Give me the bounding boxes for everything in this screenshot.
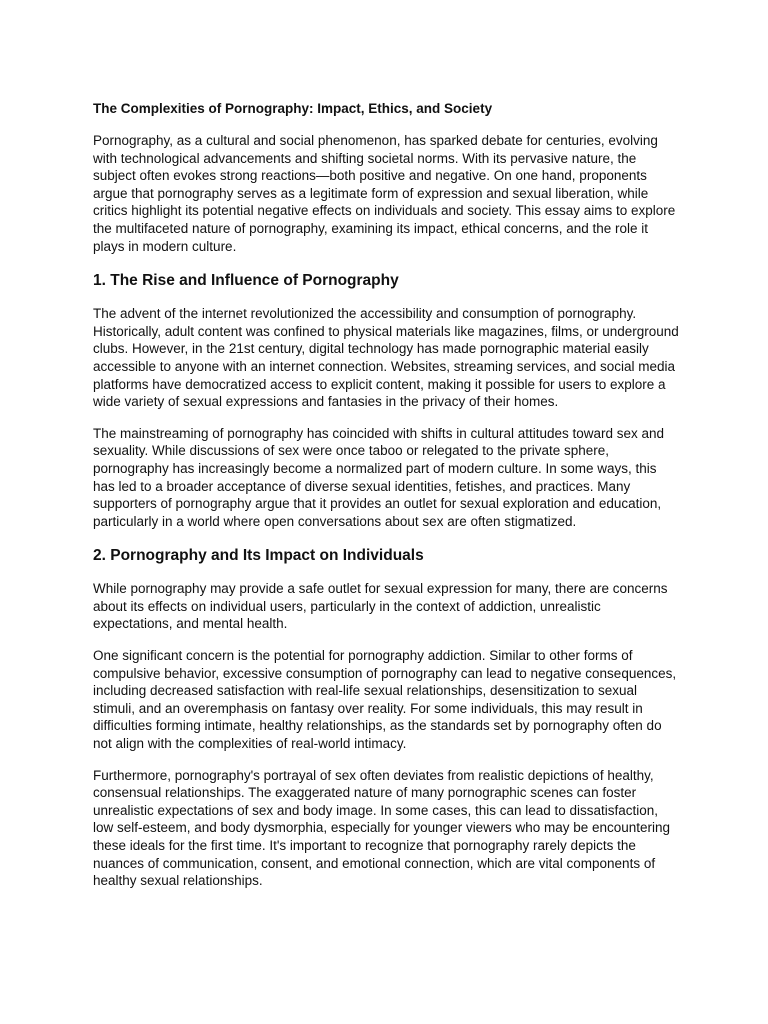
section-1-heading: 1. The Rise and Influence of Pornography: [93, 272, 399, 290]
section-2-paragraph-2: One significant concern is the potential for pornography addiction. Similar to other forms of compulsive behavior, excessive consumption of pornography can lead to negative consequences, including decreased satisfaction with real-life sexual relationships, desensitization to sexual stimuli, and an overemphasis on fantasy over reality. For some individuals, this may result in difficulties forming intimate, healthy relationships, as the standards set by pornography often do not align with the complexities of real-world intimacy.: [93, 648, 677, 752]
section-2-heading: 2. Pornography and Its Impact on Individuals: [93, 547, 424, 565]
document-title: The Complexities of Pornography: Impact, Ethics, and Society: [93, 101, 493, 116]
section-1-paragraph-1: The advent of the internet revolutionized the accessibility and consumption of pornography. Historically, adult content was confined to physical materials like magazines, films, or underground clubs. However, in the 21st century, digital technology has made pornographic material easily accessible to anyone with an internet connection. Websites, streaming services, and social media platforms have democratized access to explicit content, making it possible for users to explore a wide variety of sexual expressions and fantasies in the privacy of their homes.: [93, 306, 679, 410]
section-2-paragraph-3: Furthermore, pornography's portrayal of sex often deviates from realistic depictions of healthy, consensual relationships. The exaggerated nature of many pornographic scenes can foster unrealistic expectations of sex and body image. In some cases, this can lead to dissatisfaction, low self-esteem, and body dysmorphia, especially for younger viewers who may be encountering these ideals for the first time. It's important to recognize that pornography rarely depicts the nuances of communication, consent, and emotional connection, which are vital components of healthy sexual relationships.: [93, 767, 671, 889]
section-2-paragraph-1: While pornography may provide a safe outlet for sexual expression for many, there are concerns about its effects on individual users, particularly in the context of addiction, unrealistic expectations, and mental health.: [93, 581, 668, 632]
intro-paragraph: Pornography, as a cultural and social phenomenon, has sparked debate for centuries, evolving with technological advancements and shifting societal norms. With its pervasive nature, the subject often evokes strong reactions—both positive and negative. On one hand, proponents argue that pornography serves as a legitimate form of expression and sexual liberation, while critics highlight its potential negative effects on individuals and society. This essay aims to explore the multifaceted nature of pornography, examining its impact, ethical concerns, and the role it plays in modern culture.: [93, 133, 676, 254]
section-1-paragraph-2: The mainstreaming of pornography has coincided with shifts in cultural attitudes toward sex and sexuality. While discussions of sex were once taboo or relegated to the private sphere, pornography has increasingly become a normalized part of modern culture. In some ways, this has led to a broader acceptance of diverse sexual identities, fetishes, and practices. Many supporters of pornography argue that it provides an outlet for sexual exploration and education, particularly in a world where open conversations about sex are often stigmatized.: [93, 425, 665, 529]
document-page: [93, 100, 679, 904]
